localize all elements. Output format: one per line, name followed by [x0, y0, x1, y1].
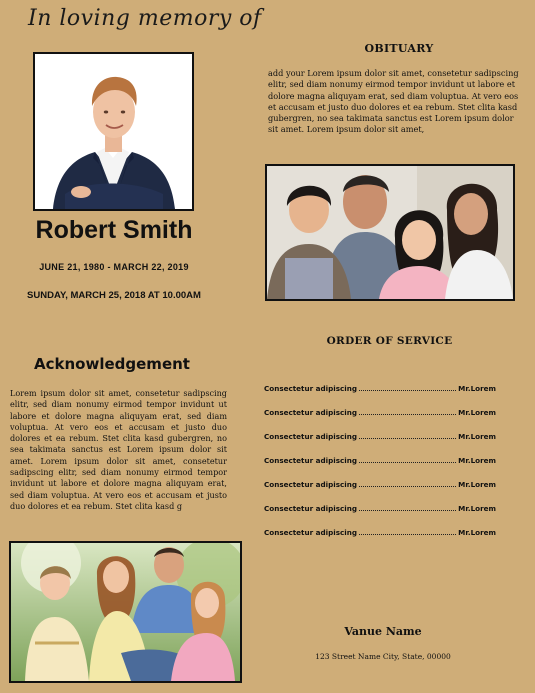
service-item [264, 504, 496, 528]
person-name: Robert Smith [35, 216, 193, 244]
obituary-title: OBITUARY [364, 42, 434, 55]
venue-address: 123 Street Name City, State, 00000 [315, 652, 451, 661]
acknowledgement-body: Lorem ipsum dolor sit amet, consetetur sadipscing elitr, sed diam nonumy eirmod tempor invidunt ut labore et dolore magna aliquyam erat, sed diam voluptua. At vero eos et accusam et justo duo dolores et ea rebum. Stet clita kasd gubergren, no sea takimata sanctus est Lorem ipsum dolor sit amet. Lorem ipsum dolor sit amet, consetetur sadipscing elitr, sed diam nonumy eirmod tempor invidunt ut labore et dolore magna aliquyam erat, sed diam voluptua. At vero eos et accusam et justo duo dolores et ea rebum. Stet clita kasd g [10, 388, 227, 511]
dot-leader [359, 384, 456, 391]
obituary-body: add your Lorem ipsum dolor sit amet, consetetur sadipscing elitr, sed diam nonumy eirmod tempor invidunt ut labore et dolore magna aliquyam erat, sed diam voluptua. At vero eos et accusam et justo duo dolores et ea rebum. Stet clita kasd gubergren, no sea takimata sanctus est Lorem ipsum dolor sit amet. Lorem ipsum dolor sit amet, [268, 68, 519, 135]
service-item-label: Consectetur adipiscing [264, 384, 357, 393]
portrait-photo [33, 52, 194, 211]
service-item [264, 528, 496, 552]
portrait-illustration [35, 54, 192, 209]
service-item-label: Consectetur adipiscing [264, 456, 357, 465]
order-of-service-title: ORDER OF SERVICE [326, 335, 453, 347]
family-indoor-illustration [267, 166, 513, 299]
service-item [264, 408, 496, 432]
service-item-person: Mr.Lorem [458, 456, 496, 465]
service-item-person: Mr.Lorem [458, 408, 496, 417]
service-item [264, 432, 496, 456]
dot-leader [359, 504, 456, 511]
service-date: SUNDAY, MARCH 25, 2018 AT 10.00AM [27, 290, 201, 301]
life-dates: JUNE 21, 1980 - MARCH 22, 2019 [39, 262, 189, 272]
dot-leader [359, 480, 456, 487]
dot-leader [359, 456, 456, 463]
acknowledgement-title: Acknowledgement [34, 355, 190, 373]
service-item-label: Consectetur adipiscing [264, 504, 357, 513]
family-outdoor-illustration [11, 543, 240, 681]
service-item-label: Consectetur adipiscing [264, 432, 357, 441]
family-photo-indoor [265, 164, 515, 301]
dot-leader [359, 432, 456, 439]
service-item [264, 384, 496, 408]
memory-title: In loving memory of [28, 6, 262, 31]
service-item-person: Mr.Lorem [458, 432, 496, 441]
service-item-person: Mr.Lorem [458, 480, 496, 489]
service-item-label: Consectetur adipiscing [264, 528, 357, 537]
service-item-label: Consectetur adipiscing [264, 480, 357, 489]
service-item-person: Mr.Lorem [458, 384, 496, 393]
service-item [264, 480, 496, 504]
dot-leader [359, 528, 456, 535]
order-of-service-list [264, 384, 496, 552]
service-item-label: Consectetur adipiscing [264, 408, 357, 417]
service-item [264, 456, 496, 480]
service-item-person: Mr.Lorem [458, 528, 496, 537]
family-photo-outdoor [9, 541, 242, 683]
venue-name: Vanue Name [344, 625, 422, 638]
service-item-person: Mr.Lorem [458, 504, 496, 513]
dot-leader [359, 408, 456, 415]
